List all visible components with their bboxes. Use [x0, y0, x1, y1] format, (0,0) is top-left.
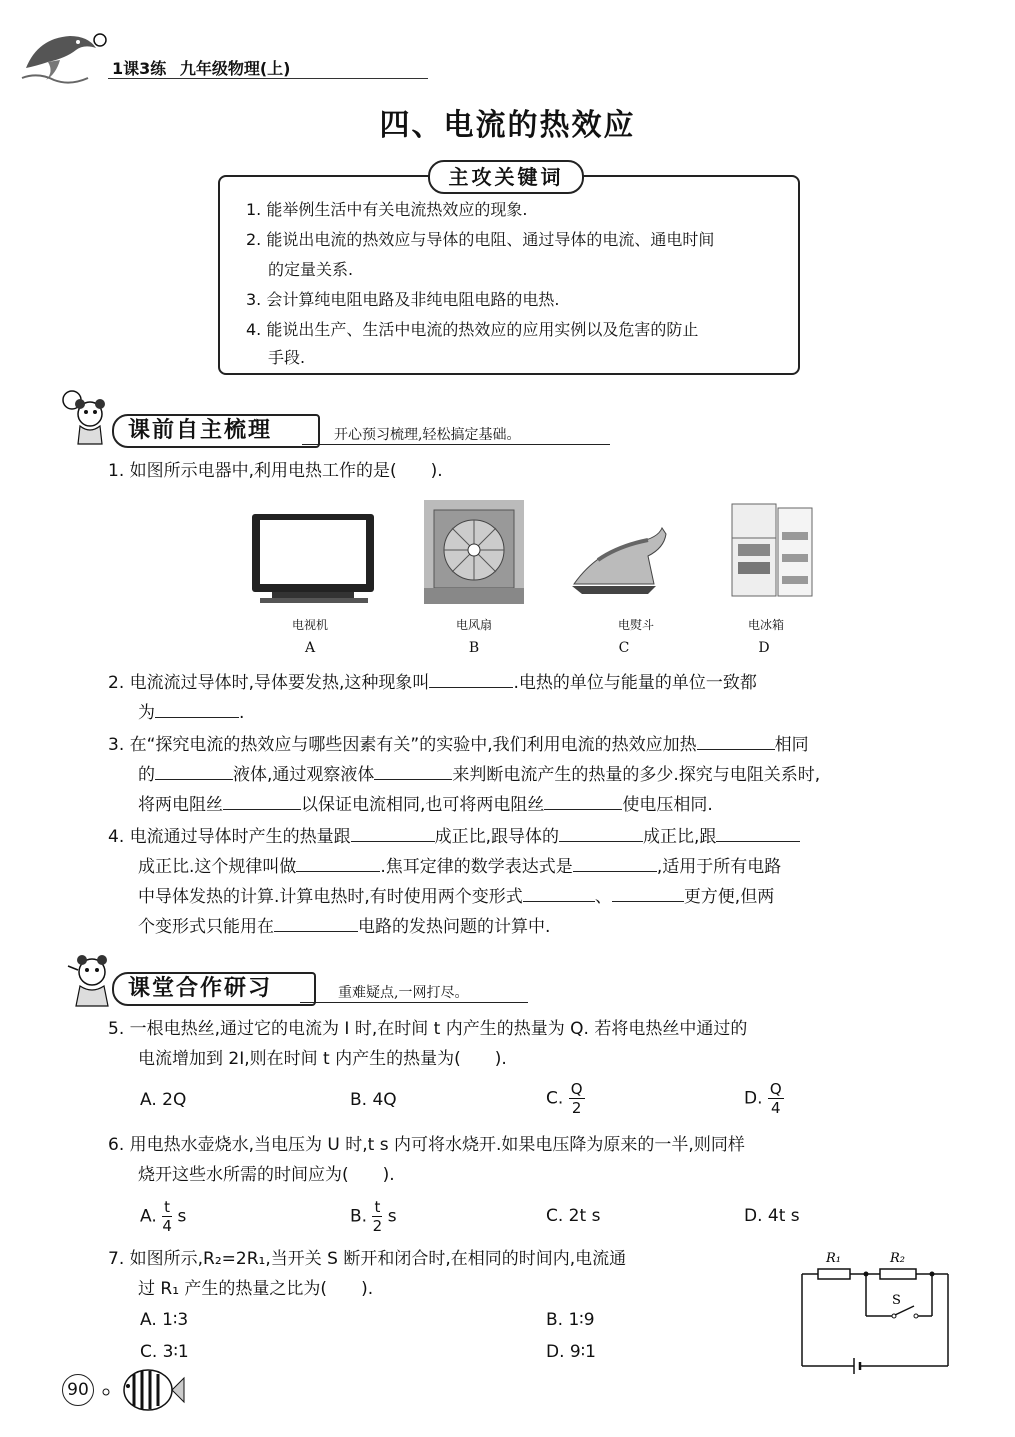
key-points-label: 主攻关键词 [428, 160, 584, 194]
circuit-diagram [796, 1242, 956, 1376]
answer-blank[interactable] [559, 840, 643, 842]
image-letter-c: C [618, 640, 630, 656]
fish-icon [96, 1362, 186, 1418]
answer-blank[interactable] [223, 808, 301, 810]
key-point-2-cont: 的定量关系. [268, 260, 354, 279]
r2-label: R₂ [890, 1251, 905, 1266]
tv-image [250, 510, 378, 606]
question-5-line-1: 5. 一根电热丝,通过它的电流为 I 时,在时间 t 内产生的热量为 Q. 若将电热丝中通过的 [108, 1019, 748, 1039]
answer-blank[interactable] [374, 778, 452, 780]
question-5-line-2: 电流增加到 2I,则在时间 t 内产生的热量为( ). [138, 1049, 507, 1069]
question-3-line-3: 将两电阻丝 以保证电流相同,也可将两电阻丝 使电压相同. [138, 795, 713, 815]
key-point-4-cont: 手段. [268, 348, 306, 367]
iron-image [568, 520, 668, 600]
image-label-a: 电视机 [291, 618, 328, 632]
series-name: 1课3练 [112, 59, 167, 78]
page-number: 90 [62, 1374, 94, 1406]
question-3-line-1: 3. 在“探究电流的热效应与哪些因素有关”的实验中,我们利用电流的热效应加热 相同 [108, 735, 809, 755]
q5-option-a[interactable]: A. 2Q [140, 1090, 187, 1110]
header-divider [108, 78, 428, 79]
question-7-line-2: 过 R₁ 产生的热量之比为( ). [138, 1279, 374, 1299]
q5-option-d[interactable]: D. $\frac{Q}{4}$ [744, 1080, 782, 1117]
answer-blank[interactable] [274, 930, 358, 932]
question-4-line-3: 中导体发热的计算.计算电热时,有时使用两个变形式 、 更方便,但两 [138, 887, 775, 907]
answer-blank[interactable] [612, 900, 684, 902]
answer-blank[interactable] [155, 716, 239, 718]
key-point-3: 3. 会计算纯电阻电路及非纯电阻电路的电热. [246, 290, 560, 309]
question-3-line-2: 的 液体,通过观察液体 来判断电流产生的热量的多少.探究与电阻关系时, [138, 765, 821, 785]
section-preview-subtitle: 开心预习梳理,轻松搞定基础。 [334, 427, 521, 443]
answer-blank[interactable] [429, 686, 513, 688]
section-class-subtitle: 重难疑点,一网打尽。 [338, 985, 469, 1001]
fraction: $\frac{t}{4}$ [162, 1198, 172, 1235]
question-6-line-1: 6. 用电热水壶烧水,当电压为 U 时,t s 内可将水烧开.如果电压降为原来的一半,则同样 [108, 1135, 745, 1155]
answer-blank[interactable] [697, 748, 775, 750]
section-preview-title: 课前自主梳理 [112, 414, 320, 448]
q7-option-b[interactable]: B. 1∶9 [546, 1310, 595, 1330]
q7-option-c[interactable]: C. 3∶1 [140, 1342, 189, 1362]
question-6-line-2: 烧开这些水所需的时间应为( ). [138, 1165, 395, 1185]
image-letter-a: A [304, 640, 316, 656]
section-class-underline [300, 1002, 528, 1003]
r1-label: R₁ [826, 1251, 841, 1266]
book-title: 九年级物理(上) [179, 59, 291, 78]
q6-option-c[interactable]: C. 2t s [546, 1206, 601, 1226]
q5-option-c[interactable]: C. $\frac{Q}{2}$ [546, 1080, 583, 1117]
fraction: $\frac{Q}{2}$ [570, 1080, 583, 1117]
question-2-line-2: 为 . [138, 703, 245, 723]
page-title: 四、电流的热效应 [379, 108, 636, 143]
q6-option-b[interactable]: B. $\frac{t}{2}$ s [350, 1198, 397, 1235]
key-point-1: 1. 能举例生活中有关电流热效应的现象. [246, 200, 528, 219]
switch-label: S [892, 1293, 901, 1308]
image-label-c: 电熨斗 [617, 618, 654, 632]
question-4-line-2: 成正比.这个规律叫做 .焦耳定律的数学表达式是 ,适用于所有电路 [138, 857, 782, 877]
image-letter-b: B [468, 640, 480, 656]
answer-blank[interactable] [544, 808, 622, 810]
header-series [112, 56, 291, 79]
image-label-d: 电冰箱 [747, 618, 784, 632]
question-7-line-1: 7. 如图所示,R₂=2R₁,当开关 S 断开和闭合时,在相同的时间内,电流通 [108, 1249, 627, 1269]
key-point-4: 4. 能说出生产、生活中电流的热效应的应用实例以及危害的防止 [246, 320, 699, 339]
fraction: $\frac{Q}{4}$ [769, 1080, 782, 1117]
answer-blank[interactable] [716, 840, 800, 842]
question-4-line-4: 个变形式只能用在 电路的发热问题的计算中. [138, 917, 551, 937]
fan-image [424, 500, 524, 604]
image-letter-d: D [758, 640, 770, 656]
answer-blank[interactable] [351, 840, 435, 842]
answer-blank[interactable] [155, 778, 233, 780]
key-point-2: 2. 能说出电流的热效应与导体的电阻、通过导体的电流、通电时间 [246, 230, 715, 249]
q7-option-a[interactable]: A. 1∶3 [140, 1310, 189, 1330]
q6-option-a[interactable]: A. $\frac{t}{4}$ s [140, 1198, 187, 1235]
question-2-line-1: 2. 电流流过导体时,导体要发热,这种现象叫 .电热的单位与能量的单位一致都 [108, 673, 757, 693]
image-label-b: 电风扇 [455, 618, 492, 632]
section-preview-underline [302, 444, 610, 445]
question-1: 1. 如图所示电器中,利用电热工作的是( ). [108, 461, 443, 481]
section-class-title: 课堂合作研习 [112, 972, 316, 1006]
answer-blank[interactable] [523, 900, 595, 902]
fraction: $\frac{t}{2}$ [372, 1198, 383, 1235]
question-4-line-1: 4. 电流通过导体时产生的热量跟 成正比,跟导体的 成正比,跟 [108, 822, 958, 852]
q5-option-b[interactable]: B. 4Q [350, 1090, 397, 1110]
cartoon-kid-icon [58, 388, 116, 448]
fridge-image [730, 502, 816, 600]
cartoon-kid-icon [62, 948, 120, 1008]
q6-option-d[interactable]: D. 4t s [744, 1206, 800, 1226]
answer-blank[interactable] [573, 870, 657, 872]
q7-option-d[interactable]: D. 9∶1 [546, 1342, 596, 1362]
answer-blank[interactable] [296, 870, 380, 872]
dolphin-logo-icon [18, 28, 110, 86]
